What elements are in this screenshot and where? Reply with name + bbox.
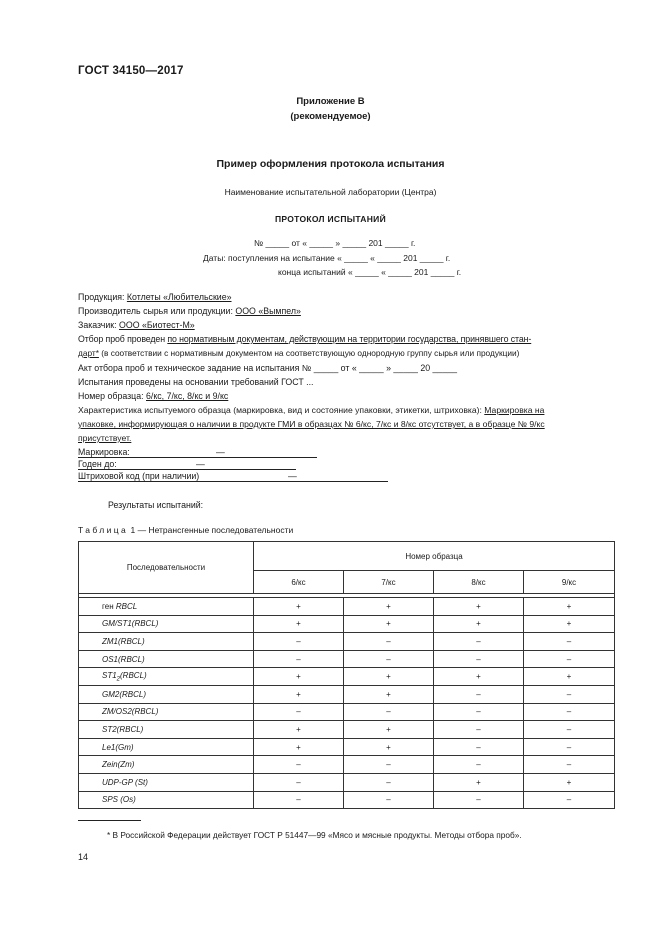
- result-cell: +: [524, 598, 615, 616]
- result-cell: –: [254, 773, 344, 791]
- sample-characteristic-value: Маркировка на: [484, 405, 545, 415]
- header-sample-number: Номер образца: [254, 542, 615, 571]
- best-before-field: [78, 459, 296, 470]
- result-cell: +: [524, 773, 615, 791]
- product-label: Продукция:: [78, 292, 127, 302]
- result-cell: –: [524, 650, 615, 668]
- sample-number-field: [78, 391, 228, 401]
- result-cell: –: [524, 738, 615, 756]
- manufacturer-field: [78, 306, 301, 316]
- result-cell: –: [524, 633, 615, 651]
- table-row: [79, 703, 615, 721]
- sampling-value: по нормативным документам, действующим на территории государства, принявшего стан-: [167, 334, 532, 344]
- result-cell: –: [344, 633, 434, 651]
- sampling-field-cont: [78, 348, 519, 358]
- marking-label: Маркировка:: [78, 447, 130, 457]
- barcode-line: [78, 471, 388, 482]
- result-cell: +: [254, 598, 344, 616]
- protocol-receipt-date-line: Даты: поступления на испытание « _____ « _____ 201 _____ г.: [203, 253, 451, 263]
- results-table: [78, 541, 615, 809]
- result-cell: –: [524, 756, 615, 774]
- sequence-name: OS1(RBCL): [102, 654, 145, 664]
- result-cell: –: [524, 721, 615, 739]
- result-cell: +: [524, 668, 615, 686]
- marking-line: [78, 447, 317, 458]
- result-cell: –: [344, 773, 434, 791]
- protocol-title: ПРОТОКОЛ ИСПЫТАНИЙ: [274, 214, 386, 224]
- best-before-value: —: [196, 459, 205, 469]
- manufacturer-label: Производитель сырья или продукции:: [78, 306, 236, 316]
- sequence-name: Le1(Gm): [102, 742, 134, 752]
- result-cell: +: [344, 668, 434, 686]
- sample-characteristic-value-end: присутствует.: [78, 433, 132, 443]
- standard-code: ГОСТ 34150—2017: [78, 65, 184, 77]
- sample-characteristic-end: [78, 433, 131, 443]
- sequence-name-cell: [79, 633, 254, 651]
- protocol-end-date-line: конца испытаний « _____ « _____ 201 _____ г.: [278, 267, 462, 277]
- sampling-label: Отбор проб проведен: [78, 334, 168, 344]
- table-row: [79, 650, 615, 668]
- manufacturer-value: ООО «Вымпел»: [235, 306, 301, 316]
- customer-label: Заказчик:: [78, 320, 120, 330]
- sequence-name-cell: [79, 721, 254, 739]
- table-caption-text: 1 — Нетрансгенные последовательности: [128, 525, 294, 535]
- table-caption-word: Таблица: [78, 525, 129, 535]
- sequence-name-cell: [79, 791, 254, 809]
- sampling-note: (в соответствии с нормативным документом на соответствующую однородную группу сырья или продукции): [98, 348, 520, 358]
- result-cell: +: [254, 615, 344, 633]
- sequence-name-cell: [79, 598, 254, 616]
- sequence-name-cell: [79, 668, 254, 686]
- result-cell: –: [434, 685, 524, 703]
- barcode-value: —: [288, 471, 297, 481]
- result-cell: +: [434, 668, 524, 686]
- sequence-subscript: 2: [116, 676, 121, 683]
- marking-value: —: [216, 447, 225, 457]
- footnote: * В Российской Федерации действует ГОСТ Р 51447—99 «Мясо и мясные продукты. Методы отбора проб».: [107, 830, 522, 840]
- table-row: [79, 685, 615, 703]
- result-cell: +: [344, 738, 434, 756]
- result-cell: –: [434, 703, 524, 721]
- sequence-name-cell: [79, 685, 254, 703]
- result-cell: +: [344, 598, 434, 616]
- result-cell: –: [254, 791, 344, 809]
- sequence-name-cell: [79, 738, 254, 756]
- sequence-suffix: (RBCL): [120, 670, 147, 680]
- sample-characteristic-value-cont: упаковке, информирующая о наличии в продукте ГМИ в образцах № 6/кс, 7/кс и 8/кс отсутствует, а в образце № 9/кс: [78, 419, 545, 429]
- sequence-name-cell: [79, 756, 254, 774]
- result-cell: –: [254, 703, 344, 721]
- result-cell: +: [344, 685, 434, 703]
- table-row: [79, 773, 615, 791]
- table-row: [79, 615, 615, 633]
- result-cell: –: [254, 633, 344, 651]
- basis-line: Испытания проведены на основании требований ГОСТ ...: [78, 377, 314, 387]
- sequence-name: ZM/OS2(RBCL): [102, 707, 159, 717]
- appendix-title: Приложение В: [296, 96, 365, 107]
- result-cell: +: [434, 773, 524, 791]
- result-cell: –: [434, 650, 524, 668]
- table-row: [79, 633, 615, 651]
- result-cell: –: [434, 791, 524, 809]
- header-sample: 6/кс: [254, 571, 344, 594]
- result-cell: –: [434, 721, 524, 739]
- footnote-rule: [78, 820, 141, 821]
- header-sample: 9/кс: [524, 571, 615, 594]
- best-before-line: [78, 459, 296, 470]
- result-cell: –: [344, 650, 434, 668]
- result-cell: +: [254, 738, 344, 756]
- sampling-value-cont: дарт*: [78, 348, 99, 358]
- sequence-name-cell: [79, 650, 254, 668]
- barcode-field: [78, 471, 388, 482]
- result-cell: +: [434, 598, 524, 616]
- table-body: [79, 594, 615, 809]
- result-cell: +: [344, 615, 434, 633]
- result-cell: –: [344, 703, 434, 721]
- sample-characteristic-label: Характеристика испытуемого образца (маркировка, вид и состояние упаковки, этикетки, штриховка):: [78, 405, 485, 415]
- sequence-name: ST2(RBCL): [102, 724, 144, 734]
- result-cell: +: [254, 685, 344, 703]
- sequence-name-cell: [79, 615, 254, 633]
- sample-number-value: 6/кс, 7/кс, 8/кс и 9/кс: [146, 391, 229, 401]
- result-cell: –: [434, 738, 524, 756]
- table-row: [79, 668, 615, 686]
- result-cell: +: [254, 668, 344, 686]
- sample-characteristic-cont: [78, 419, 545, 429]
- customer-value: ООО «Биотест-М»: [119, 320, 195, 330]
- barcode-label: Штриховой код (при наличии): [78, 471, 200, 481]
- sequence-name: ST1: [102, 670, 117, 680]
- sample-number-label: Номер образца:: [78, 391, 146, 401]
- sample-characteristic-field: [78, 405, 544, 415]
- customer-field: [78, 320, 195, 330]
- result-cell: –: [524, 703, 615, 721]
- result-cell: –: [344, 756, 434, 774]
- result-cell: +: [344, 721, 434, 739]
- header-sequences: Последовательности: [79, 542, 254, 594]
- product-value: Котлеты «Любительские»: [126, 292, 232, 302]
- result-cell: +: [254, 721, 344, 739]
- result-cell: –: [434, 756, 524, 774]
- sequence-name: ZM1(RBCL): [102, 636, 145, 646]
- act-line: Акт отбора проб и техническое задание на испытания № _____ от « _____ » _____ 20 _____: [78, 363, 458, 373]
- result-cell: –: [344, 791, 434, 809]
- result-cell: –: [524, 685, 615, 703]
- table-row: [79, 721, 615, 739]
- result-cell: –: [524, 791, 615, 809]
- table-row: [79, 756, 615, 774]
- sampling-field: [78, 334, 531, 344]
- sequence-name: Zein(Zm): [102, 760, 135, 770]
- protocol-number-line: № _____ от « _____ » _____ 201 _____ г.: [254, 238, 416, 248]
- example-title: Пример оформления протокола испытания: [216, 158, 445, 170]
- best-before-label: Годен до:: [78, 459, 117, 469]
- sequence-name: RBCL: [115, 601, 138, 611]
- result-cell: +: [524, 615, 615, 633]
- result-cell: –: [434, 633, 524, 651]
- sequence-prefix: ген: [102, 601, 116, 611]
- sequence-name: UDP-GP (St): [102, 777, 148, 787]
- result-cell: –: [254, 756, 344, 774]
- sequence-name-cell: [79, 773, 254, 791]
- page-number: 14: [78, 852, 89, 862]
- sequence-name: GM/ST1(RBCL): [102, 619, 159, 629]
- appendix-status: (рекомендуемое): [290, 111, 371, 122]
- table-row: [79, 738, 615, 756]
- table-row: [79, 598, 615, 616]
- laboratory-name: Наименование испытательной лаборатории (Центра): [224, 187, 437, 197]
- header-sample: 8/кс: [434, 571, 524, 594]
- sequence-name: GM2(RBCL): [102, 689, 147, 699]
- table-row: [79, 791, 615, 809]
- result-cell: +: [434, 615, 524, 633]
- results-label: Результаты испытаний:: [108, 500, 204, 510]
- result-cell: –: [254, 650, 344, 668]
- marking-field: [78, 447, 317, 458]
- table-caption: [78, 525, 293, 535]
- sequence-name: SPS (Os): [102, 795, 136, 805]
- header-sample: 7/кс: [344, 571, 434, 594]
- product-field: [78, 292, 232, 302]
- sequence-name-cell: [79, 703, 254, 721]
